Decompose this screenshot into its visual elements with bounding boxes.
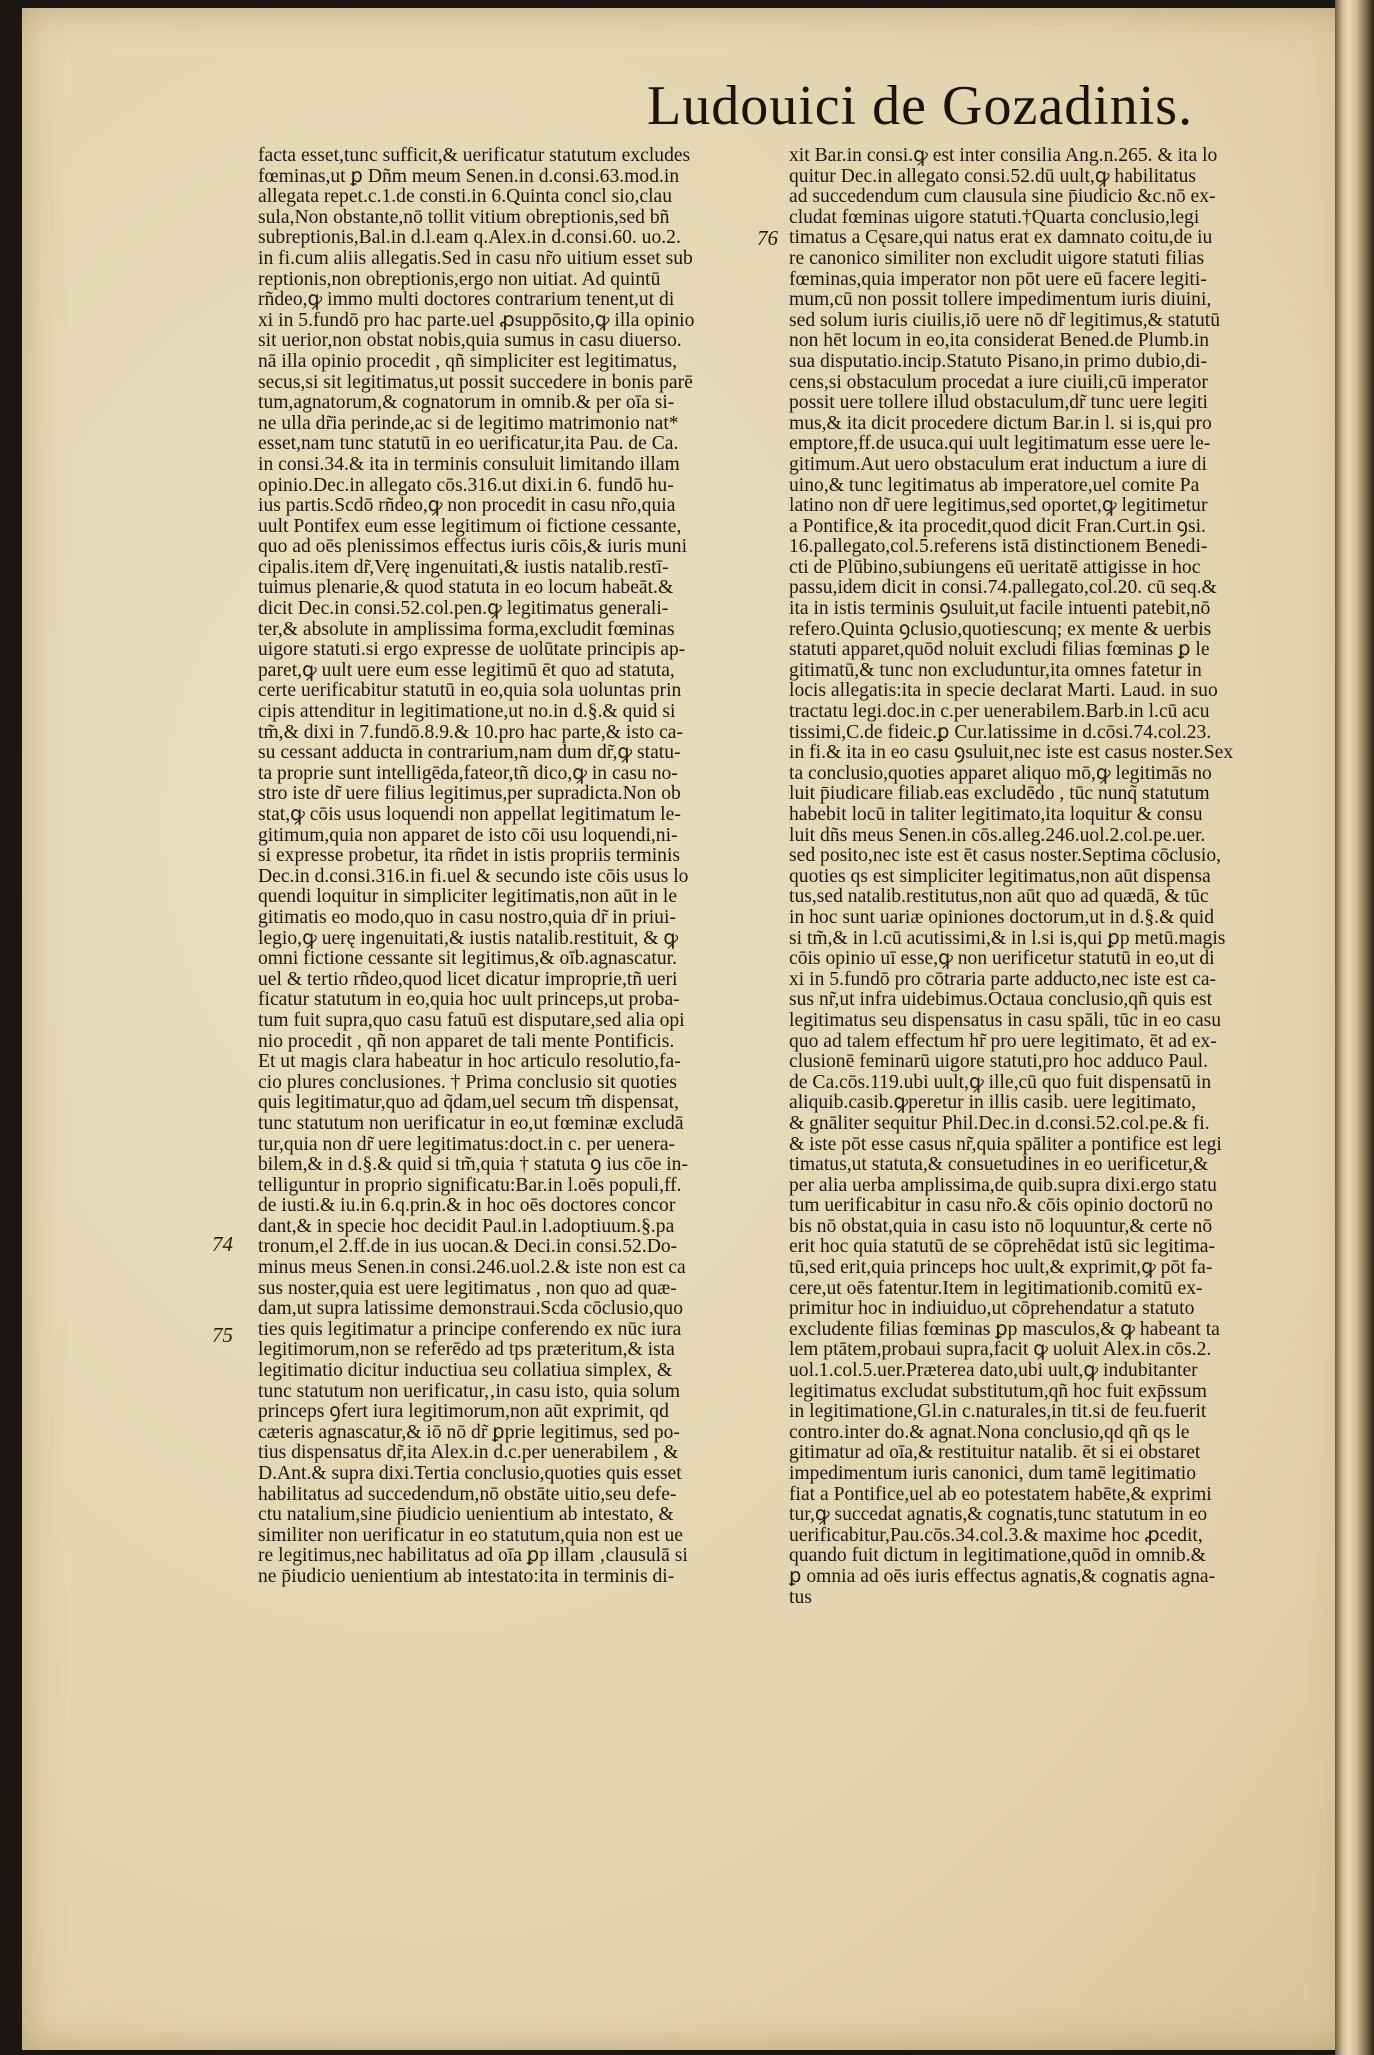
text-line: gitimatis eo modo,quo in casu nostro,quia dr̃ in priui- (258, 907, 676, 928)
text-line: tractatu legi.doc.in c.per uenerabilem.Barb.in l.cū acu (789, 702, 1210, 723)
text-line: gitimatū,& tunc non excluduntur,ita omnes fatetur in (789, 660, 1202, 681)
text-line: quitur Dec.in allegato consi.52.dū uult,ꝙ habilitatus (789, 166, 1197, 187)
text-line: tus (789, 1587, 812, 1608)
text-line: luit dñs meus Senen.in cōs.alleg.246.uol.2.col.pe.uer. (789, 825, 1206, 846)
text-line: rñdeo,ꝙ immo multi doctores contrarium tenent,ut di (258, 290, 675, 311)
text-line: statuti apparet,quōd noluit excludi filias fœminas ꝑ le (789, 640, 1210, 661)
text-line: uel & tertio rñdeo,quod licet dicatur improprie,tñ ueri (258, 969, 678, 990)
text-line: tur,quia non dr̃ uere legitimatus:doct.in c. per uenera- (258, 1134, 676, 1155)
text-line: cipalis.item dr̃,Verę ingenuitati,& iustis natalib.restī- (258, 557, 669, 578)
text-line: in hoc sunt uariæ opiniones doctorum,ut in d.§.& quid (789, 907, 1215, 928)
text-line: Et ut magis clara habeatur in hoc articulo resolutio,fa- (258, 1052, 681, 1073)
text-line: tum fuit supra,quo casu fatuū est disputare,sed alia opi (258, 1010, 685, 1031)
text-line: subreptionis,Bal.in d.l.eam q.Alex.in d.consi.60. uo.2. (258, 228, 681, 249)
text-line: nā illa opinio procedit , qñ simpliciter est legitimatus, (258, 351, 678, 372)
text-line: excludente filias fœminas ꝑp masculos,& ꝙ habeant ta (789, 1319, 1220, 1340)
text-line: tissimi,C.de fideic.ꝑ Cur.latissime in d.cōsi.74.col.23. (789, 722, 1212, 743)
text-line: certe uerificabitur statutū in eo,quia sola uoluntas prin (258, 681, 682, 702)
text-line: possit uere tollere illud obstaculum,dr̃ tunc uere legiti (789, 393, 1208, 414)
text-line: legitimatus seu dispensatus in casu spāli, tūc in eo casu (789, 1010, 1222, 1031)
margin-number-75: 75 (212, 1323, 233, 1347)
text-line: timatus,ut statuta,& consuetudines in eo uerificetur,& (789, 1155, 1209, 1176)
text-line: ter,& absolute in amplissima forma,excludit fœminas (258, 619, 675, 640)
text-line: legitimatio dicitur inductiua seu collatiua simplex, & (258, 1361, 673, 1382)
text-line: luit p̄iudicare filiab.eas excludēdo , tūc nunq̃ statutum (789, 784, 1210, 805)
text-line: locis allegatis:ita in specie declarat Marti. Laud. in suo (789, 681, 1218, 702)
text-line: quis legitimatur,quo ad q̃dam,uel secum tm̃ dispensat, (258, 1093, 679, 1114)
text-line: in consi.34.& ita in terminis consuluit limitando illam (258, 454, 680, 475)
text-line: 16.pallegato,col.5.referens istā distinctionem Benedi- (789, 537, 1208, 558)
text-line: legitimatus excludat substitutum,qñ hoc fuit exp̄ssum (789, 1381, 1207, 1402)
text-line: stro iste dr̃ uere filius legitimus,per supradicta.Non ob (258, 784, 681, 805)
text-line: xit Bar.in consi.ꝙ est inter consilia Ang.n.265. & ita lo (789, 146, 1218, 166)
text-line: tm̃,& dixi in 7.fundō.8.9.& 10.pro hac parte,& isto ca- (258, 722, 683, 743)
text-line: legio,ꝙ uerę ingenuitati,& iustis natalib.restituit, & ꝙ (258, 928, 679, 949)
text-line: tū,sed erit,quia princeps hoc uult,& exprimit,ꝙ pōt fa- (789, 1258, 1213, 1279)
text-line: erit hoc quia statutū de se cōprehēdat istū sic legitima- (789, 1237, 1216, 1258)
text-line: tunc statutum non uerificatur in eo,ut fœminæ excludā (258, 1113, 684, 1134)
text-line: uino,& tunc legitimatus ab imperatore,uel comite Pa (789, 475, 1200, 496)
text-line: tus,sed natalib.restitutus,non aūt quo ad quædā, & tūc (789, 887, 1209, 908)
text-line: nio procedit , qñ non apparet de tali mente Pontificis. (258, 1031, 675, 1052)
text-line: tum,agnatorum,& cognatorum in omnib.& per oīa si- (258, 393, 675, 414)
text-line: cæteris agnascatur,& iō nō dr̃ ꝑprie legitimus, sed po- (258, 1422, 680, 1443)
page-edge (1335, 0, 1374, 2055)
text-line: opinio.Dec.in allegato cōs.316.ut dixi.in 6. fundō hu- (258, 475, 674, 496)
text-line: in fi.& ita in eo casu ꝯsuluit,nec iste est casus noster.Sex (789, 743, 1234, 764)
text-line: cens,si obstaculum procedat a iure ciuili,cū imperator (789, 372, 1208, 393)
text-line: in legitimatione,Gl.in c.naturales,in tit.si de feu.fuerit (789, 1402, 1207, 1423)
text-line: timatus a Cęsare,qui natus erat ex damnato coitu,de iu (789, 228, 1213, 249)
text-line: princeps ꝯfert iura legitimorum,non aūt exprimit, qd̃ (258, 1402, 669, 1423)
text-line: uult Pontifex eum esse legitimum oi fictione cessante, (258, 516, 682, 537)
text-line: quo ad oēs plenissimos effectus iuris cōis,& iuris muni (258, 537, 688, 558)
text-line: tius dispensatus dr̃,ita Alex.in d.c.per uenerabilem , & (258, 1443, 679, 1464)
text-line: tronum,el 2.ff.de in ius uocan.& Deci.in consi.52.Do- (258, 1237, 678, 1258)
margin-number-76: 76 (757, 226, 778, 250)
right-text-column (789, 146, 1294, 1608)
text-line: uigore statuti.si ergo expresse de uolūtate principis ap- (258, 640, 686, 661)
text-line: mus,& ita dicit procedere dictum Bar.in l. si is,qui pro (789, 413, 1212, 434)
text-line: similiter non uerificatur in eo statutum,quia non est ue (258, 1525, 683, 1546)
text-line: si expresse probetur, ita rñdet in istis propriis terminis (258, 846, 681, 867)
text-line: ne ulla dr̃ia perinde,ac si de legitimo matrimonio nat* (258, 413, 679, 434)
text-line: Dec.in d.consi.316.in fi.uel & secundo iste cōis usus lo (258, 866, 689, 887)
text-line: paret,ꝙ uult uere eum esse legitimū ēt quo ad statuta, (258, 660, 675, 681)
text-line: ꝑ omnia ad oēs iuris effectus agnatis,& cognatis agna- (789, 1566, 1216, 1587)
running-head: Ludouici de Gozadinis. (647, 75, 1194, 137)
text-line: re legitimus,nec habilitatus ad oīa ꝑp illam ‚clausulā si (258, 1546, 688, 1567)
text-line: tum uerificabitur in casu nr̃o.& cōis opinio doctorū no (789, 1196, 1213, 1217)
text-line: non hēt locum in eo,ita considerat Bened.de Plumb.in (789, 331, 1210, 352)
text-line: esset,nam tunc statutū in eo uerificatur,ita Pau. de Ca. (258, 434, 679, 455)
text-line: a Pontifice,& ita procedit,quod dicit Fran.Curt.in ꝯsi. (789, 516, 1206, 537)
text-line: tuimus plenarie,& quod statuta in eo locum habeāt.& (258, 578, 674, 599)
text-line: per alia uerba amplissima,de quib.supra dixi.ergo statu (789, 1175, 1217, 1196)
margin-number-74: 74 (212, 1232, 233, 1256)
text-line: si tm̃,& in l.cū acutissimi,& in l.si is,qui ꝑp metū.magis (789, 928, 1226, 949)
text-line: clusionē feminarū uigore statuti,pro hoc adduco Paul. (789, 1052, 1208, 1073)
text-line: de iusti.& iu.in 6.q.prin.& in hoc oēs doctores concor (258, 1196, 676, 1217)
text-line: ad succedendum cum clausula sine p̄iudicio &c.nō ex- (789, 187, 1216, 208)
text-line: cti de Plūbino,subiungens eū ueritatē attigisse in hoc (789, 557, 1201, 578)
text-line: ne p̄iudicio uenientium ab intestato:ita in terminis di- (258, 1566, 675, 1587)
text-line: allegata repet.c.1.de consti.in 6.Quinta concl sio,clau (258, 187, 673, 208)
text-line: bis nō obstat,quia in casu isto nō loquuntur,& certe nō (789, 1216, 1213, 1237)
text-line: in fi.cum aliis allegatis.Sed in casu nr̃o uitium esset sub (258, 248, 693, 269)
text-line: gitimum.Aut uero obstaculum erat inductum a iure di (789, 454, 1207, 475)
text-line: contro.inter do.& agnat.Nona conclusio,qd̃ qñ qs le (789, 1422, 1190, 1443)
text-line: ius partis.Scdō rñdeo,ꝙ non procedit in casu nr̃o,quia (258, 496, 676, 517)
text-line: su cessant adducta in contrarium,nam dum dr̃,ꝙ statu- (258, 743, 681, 764)
text-line: mum,cū non possit tollere impedimentum iuris diuini, (789, 290, 1212, 311)
text-line: gitimatur ad oīa,& restituitur natalib. ēt si ei obstaret (789, 1443, 1201, 1464)
text-line: passu,idem dicit in consi.74.pallegato,col.20. cū seq.& (789, 578, 1217, 599)
text-line: sua disputatio.incip.Statuto Pisano,in primo dubio,di- (789, 351, 1207, 372)
text-line: fœminas,ut ꝑ Dñm meum Senen.in d.consi.63.mod.in (258, 166, 680, 187)
text-line: cere,ut oēs fatentur.Item in legitimationib.comitū ex- (789, 1278, 1203, 1299)
text-line: bilem,& in d.§.& quid si tm̃,quia † statuta ꝯ ius cōe in- (258, 1155, 689, 1176)
text-line: omni fictione cessante sit legitimus,& oīb.agnascatur. (258, 949, 677, 970)
book-page (22, 8, 1352, 2050)
text-line: cio plures conclusiones. † Prima conclusio sit quoties (258, 1072, 678, 1093)
text-line: legitimorum,non se referēdo ad tps præteritum,& ista (258, 1340, 675, 1361)
text-line: facta esset,tunc sufficit,& uerificatur statutum excludes (258, 146, 691, 166)
text-line: D.Ant.& supra dixi.Tertia conclusio,quoties quis esset (258, 1464, 682, 1484)
text-line: tur,ꝙ succedat agnatis,& cognatis,tunc statutum in eo (789, 1505, 1208, 1526)
text-line: ctu natalium,sine p̄iudicio uenientium ab intestato, & (258, 1505, 674, 1526)
text-line: de Ca.cōs.119.ubi uult,ꝙ ille,cū quo fuit dispensatū in (789, 1072, 1212, 1093)
text-line: quendi loquitur in simpliciter legitimatis,non aūt in le (258, 887, 678, 908)
text-line: & gnāliter sequitur Phil.Dec.in d.consi.52.col.pe.& fi. (789, 1113, 1210, 1134)
text-line: aliquib.casib.ꝙperetur in illis casib. uere legitimato, (789, 1093, 1197, 1114)
text-line: impedimentum iuris canonici, dum tamē legitimatio (789, 1464, 1197, 1484)
text-line: minus meus Senen.in consi.246.uol.2.& iste non est ca (258, 1258, 686, 1279)
text-line: quando fuit dictum in legitimatione,quōd in omnib.& (789, 1546, 1206, 1567)
text-line: sit uerior,non obstat nobis,quia sumus in casu diuerso. (258, 331, 682, 352)
text-line: primitur hoc in indiuiduo,ut cōprehendatur a statuto (789, 1299, 1195, 1320)
text-line: stat,ꝙ cōis usus loquendi non appellat legitimatum le- (258, 805, 681, 825)
text-line: uerificabitur,Pau.cōs.34.col.3.& maxime hoc ꝓcedit, (789, 1525, 1203, 1546)
text-line: cludat fœminas uigore statuti.†Quarta conclusio,legi (789, 207, 1200, 228)
text-line: cipis attenditur in legitimatione,ut no.in d.§.& quid si (258, 702, 676, 723)
text-line: tunc statutum non uerificatur,‚in casu isto, quia solum (258, 1381, 681, 1402)
text-line: fiat a Pontifice,uel ab eo potestatem habēte,& exprimi (789, 1484, 1212, 1505)
text-line: dicit Dec.in consi.52.col.pen.ꝙ legitimatus generali- (258, 599, 669, 620)
text-line: gitimum,quia non apparet de isto cōi usu loquendi,ni- (258, 825, 678, 846)
text-line: sed solum iuris ciuilis,iō uere nō dr̃ legitimus,& statutū (789, 310, 1221, 331)
text-line: sula,Non obstante,nō tollit vitium obreptionis,sed bñ (258, 207, 670, 228)
text-line: xi in 5.fundō pro hac parte.uel ꝓsuppōsito,ꝙ illa opinio (258, 310, 695, 331)
text-line: dam,ut supra latissime demonstraui.Scd̃a cōclusio,quo (258, 1299, 683, 1320)
text-line: sus noster,quia est uere legitimatus , non quo ad quæ- (258, 1278, 677, 1299)
text-line: ita in istis terminis ꝯsuluit,ut facile intuenti patebit,nō (789, 599, 1211, 620)
text-line: latino non dr̃ uere legitimus,sed oportet,ꝙ legitimetur (789, 496, 1208, 517)
text-line: ficatur statutum in eo,quia hoc uult princeps,ut proba- (258, 990, 680, 1011)
text-line: quo ad talem effectum hr̃ pro uere legitimato, ēt ad ex- (789, 1031, 1217, 1052)
text-line: cōis opinio uī esse,ꝙ non uerificetur statutū in eo,ut di (789, 949, 1215, 970)
text-line: lem ptātem,probaui supra,facit ꝙ uoluit Alex.in cōs.2. (789, 1340, 1212, 1361)
text-line: secus,si sit legitimatus,ut possit succedere in bonis parē (258, 372, 693, 393)
text-line: fœminas,quia imperator non pōt uere eū facere legiti- (789, 269, 1207, 290)
text-line: ta proprie sunt intelligēda,fateor,tñ dico,ꝙ in casu no- (258, 763, 678, 784)
text-line: quoties qs est simpliciter legitimatus,non aūt dispensa (789, 866, 1211, 887)
text-line: emptore,ff.de usuca.qui uult legitimatum esse uere le- (789, 434, 1211, 455)
text-line: sed posito,nec iste est ēt casus noster.Septima cōclusio, (789, 846, 1222, 867)
text-line: habebit locū in taliter legitimato,ita loquitur & consu (789, 805, 1203, 825)
text-line: uol.1.col.5.uer.Præterea dato,ubi uult,ꝙ indubitanter (789, 1361, 1198, 1382)
left-text-column (258, 146, 763, 1588)
text-line: reptionis,non obreptionis,ergo non uitiat. Ad quintū (258, 269, 661, 290)
text-line: xi in 5.fundō pro cōtraria parte adducto,nec iste est ca- (789, 969, 1217, 990)
text-line: habilitatus ad succedendum,nō obstāte uitio,seu defe- (258, 1484, 677, 1505)
text-line: sus nr̃,ut infra uidebimus.Octaua conclusio,qñ quis est (789, 990, 1213, 1011)
text-line: re canonico similiter non excludit uigore statuti filias (789, 248, 1205, 269)
text-line: ta conclusio,quoties apparet aliquo mō,ꝙ legitimās no (789, 763, 1212, 784)
text-line: & iste pōt esse casus nr̃,quia spāliter a pontifice est legi (789, 1134, 1222, 1155)
text-line: refero.Quinta ꝯclusio,quotiescunq; ex mente & uerbis (789, 619, 1212, 640)
text-line: dant,& in specie hoc decidit Paul.in l.adoptiuum.§.pa (258, 1216, 675, 1237)
text-line: telliguntur in proprio significatu:Bar.in l.oēs populi,ff. (258, 1175, 682, 1196)
text-line: ties quis legitimatur a principe conferendo ex nūc iura (258, 1319, 682, 1340)
